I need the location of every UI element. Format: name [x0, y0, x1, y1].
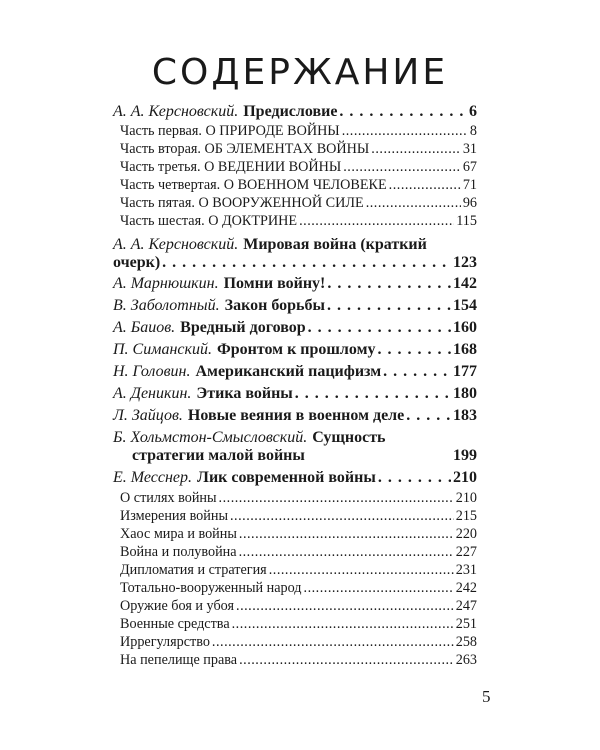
toc-entry	[113, 341, 477, 359]
toc-title: Сущность	[312, 429, 386, 446]
toc-subentry	[113, 544, 477, 561]
toc-subentry	[113, 598, 477, 615]
toc-leader	[327, 297, 451, 315]
toc-page: 96	[462, 195, 477, 211]
toc-page: 210	[455, 490, 477, 506]
toc-title: Предисловие	[243, 103, 338, 120]
toc-leader	[299, 213, 454, 230]
toc-subentry	[113, 652, 477, 669]
toc-entry	[113, 297, 477, 315]
toc-page: 160	[453, 319, 477, 336]
toc-entry	[113, 103, 477, 121]
toc-leader	[232, 616, 454, 633]
toc-title: Закон борьбы	[224, 297, 325, 314]
toc-title-continued: очерк)	[113, 254, 161, 271]
toc-subentry	[113, 213, 477, 230]
toc-entry-continued	[113, 447, 477, 465]
toc-title: Часть первая. О ПРИРОДЕ ВОЙНЫ	[120, 123, 340, 139]
toc-subentry	[113, 580, 477, 597]
toc-page: 231	[455, 562, 477, 578]
toc-subentry	[113, 177, 477, 194]
toc-title: Фронтом к прошлому	[216, 341, 376, 358]
toc-title: Помни войну!	[223, 275, 326, 292]
toc-leader	[162, 254, 451, 272]
toc-leader	[389, 177, 461, 194]
toc-subentry	[113, 159, 477, 176]
toc-title: Американский пацифизм	[195, 363, 382, 380]
toc-entry	[113, 319, 477, 337]
toc-page: 115	[456, 213, 477, 229]
toc-page: 71	[462, 177, 477, 193]
toc-leader	[219, 490, 454, 507]
toc-title: Мировая война (краткий	[243, 236, 427, 253]
toc-title: Часть четвертая. О ВОЕННОМ ЧЕЛОВЕКЕ	[120, 177, 387, 193]
toc-title: Часть шестая. О ДОКТРИНЕ	[120, 213, 298, 229]
toc-leader	[295, 385, 451, 403]
toc-author: Б. Хольмстон-Смысловский.	[113, 429, 308, 446]
toc-title: Дипломатия и стратегия	[120, 562, 267, 578]
toc-title: Война и полувойна	[120, 544, 237, 560]
toc-author: Л. Зайцов.	[113, 407, 183, 424]
toc-page: 258	[455, 634, 477, 650]
toc-author: А. Деникин.	[113, 385, 192, 402]
toc-author: А. А. Керсновский.	[113, 103, 239, 120]
toc-leader	[308, 319, 451, 337]
toc-author: Е. Месснер.	[113, 469, 193, 486]
toc-subentry	[113, 634, 477, 651]
toc-title: Лик современной войны	[197, 469, 376, 486]
toc-leader	[371, 141, 461, 158]
toc-page: 199	[453, 447, 477, 464]
toc-entry	[113, 275, 477, 293]
toc-title: На пепелище права	[120, 652, 238, 668]
toc-title: Этика войны	[196, 385, 293, 402]
toc-subentry	[113, 490, 477, 507]
toc-leader	[212, 634, 454, 651]
toc-title: Измерения войны	[120, 508, 228, 524]
toc-entry	[113, 363, 477, 381]
toc-page: 31	[462, 141, 477, 157]
toc-subentry	[113, 141, 477, 158]
toc-leader	[236, 598, 454, 615]
toc-leader	[339, 103, 467, 121]
page-number: 5	[482, 687, 491, 706]
toc-entry	[113, 385, 477, 403]
toc-leader	[366, 195, 461, 212]
toc-subentry	[113, 195, 477, 212]
toc-leader	[230, 508, 454, 525]
toc-page: 8	[469, 123, 477, 139]
toc-leader	[378, 469, 451, 487]
toc-page: 251	[455, 616, 477, 632]
toc-author: П. Симанский.	[113, 341, 212, 358]
toc-page: 183	[453, 407, 477, 424]
toc-entry	[113, 236, 477, 254]
toc-page: 123	[453, 254, 477, 271]
toc-author: А. Баиов.	[113, 319, 176, 336]
toc-title: Новые веяния в военном деле	[187, 407, 405, 424]
page-title: СОДЕРЖАНИЕ	[151, 52, 449, 93]
toc-author: Н. Головин.	[113, 363, 191, 380]
toc-page: 215	[455, 508, 477, 524]
toc-title: О стилях войны	[120, 490, 217, 506]
toc-page: 67	[462, 159, 477, 175]
toc-title: Часть вторая. ОБ ЭЛЕМЕНТАХ ВОЙНЫ	[120, 141, 370, 157]
toc-author: В. Заболотный.	[113, 297, 220, 314]
toc-leader	[377, 341, 451, 359]
toc-page: 263	[455, 652, 477, 668]
toc-entry-continued	[113, 254, 477, 272]
toc-title: Военные средства	[120, 616, 230, 632]
toc-page: 247	[455, 598, 477, 614]
toc-subentry	[113, 526, 477, 543]
toc-entry	[113, 429, 477, 447]
toc-author: А. Марнюшкин.	[113, 275, 219, 292]
toc-title: Иррегулярство	[120, 634, 210, 650]
toc-leader	[327, 275, 451, 293]
toc-entry	[113, 407, 477, 425]
toc-subentry	[113, 616, 477, 633]
toc-subentry	[113, 123, 477, 140]
toc-page: 210	[453, 469, 477, 486]
toc-title: Оружие боя и убоя	[120, 598, 235, 614]
toc-page: 6	[469, 103, 477, 120]
toc-leader	[304, 580, 454, 597]
toc-page: 227	[455, 544, 477, 560]
toc-entry	[113, 469, 477, 487]
toc-page: 154	[453, 297, 477, 314]
toc-title: Вредный договор	[180, 319, 306, 336]
toc-leader	[239, 526, 454, 543]
toc-leader	[269, 562, 454, 579]
toc-page: 180	[453, 385, 477, 402]
toc-subentry	[113, 562, 477, 579]
toc-title: Тотально-вооруженный народ	[120, 580, 302, 596]
toc-page: 177	[453, 363, 477, 380]
toc-leader	[342, 123, 468, 140]
toc-leader	[383, 363, 451, 381]
toc-author: А. А. Керсновский.	[113, 236, 239, 253]
toc-page: 242	[455, 580, 477, 596]
toc-leader	[239, 544, 454, 561]
toc-title: Часть третья. О ВЕДЕНИИ ВОЙНЫ	[120, 159, 342, 175]
toc-leader	[239, 652, 454, 669]
toc-title: Часть пятая. О ВООРУЖЕННОЙ СИЛЕ	[120, 195, 364, 211]
toc-page: 168	[453, 341, 477, 358]
toc-subentry	[113, 508, 477, 525]
toc-leader	[406, 407, 451, 425]
toc-title: Хаос мира и войны	[120, 526, 237, 542]
toc-page: 142	[453, 275, 477, 292]
toc-page: 220	[455, 526, 477, 542]
toc-leader	[343, 159, 461, 176]
toc-title-continued: стратегии малой войны	[132, 447, 305, 464]
